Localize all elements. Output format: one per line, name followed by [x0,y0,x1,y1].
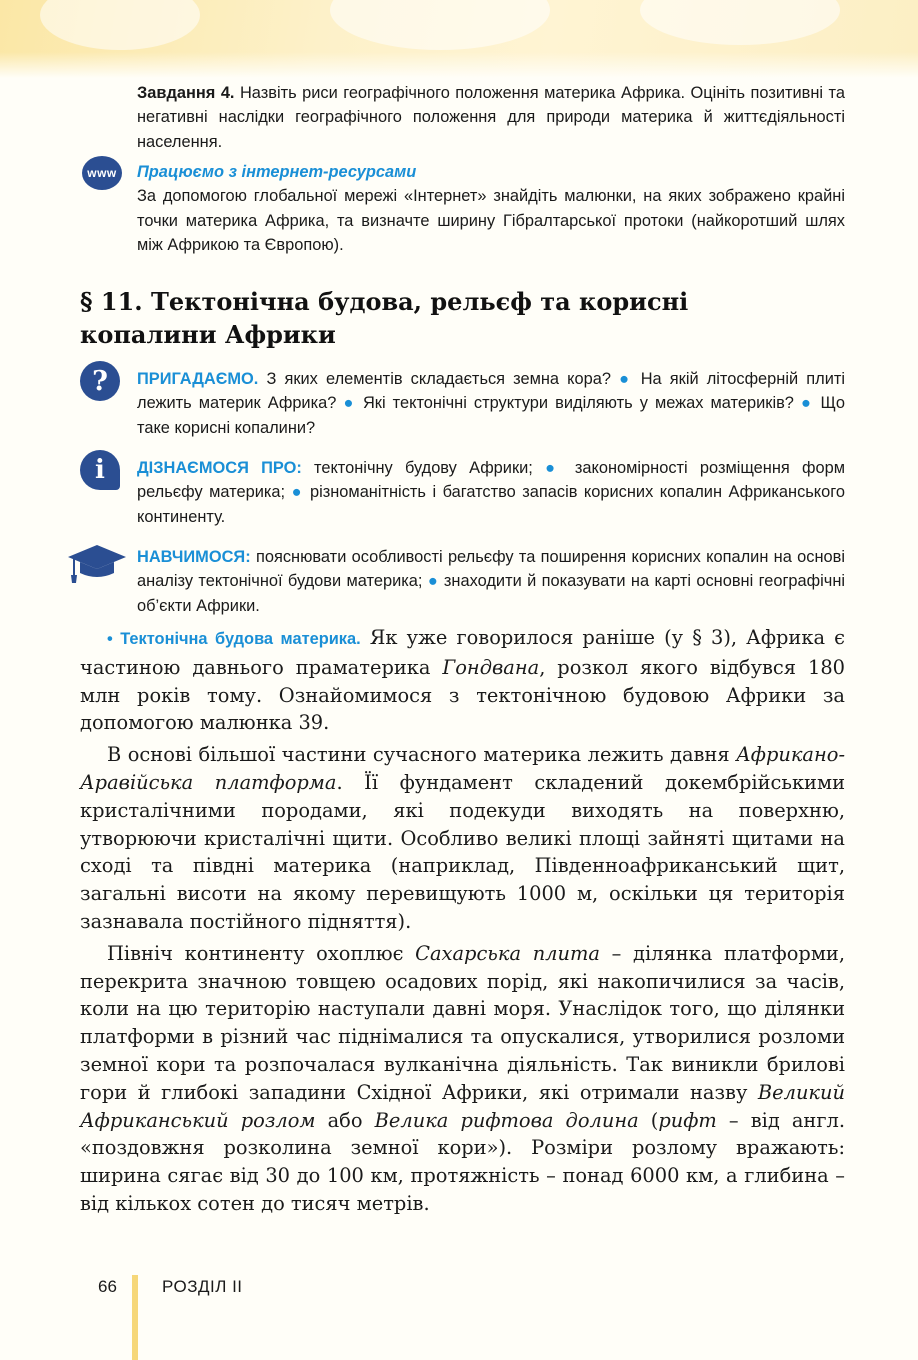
info-icon: i [80,450,120,490]
main-text [80,624,845,1222]
subheading-tectonics: • Тектонічна будова материка. [107,630,361,648]
recall-block: ПРИГАДАЄМО. З яких елементів складається земна кора? ● На якій літосферній плиті лежить материк Африка? ● Які тектонічні структури виділяють у межах материків? ● Що таке корисні копалини? [137,370,845,437]
paragraph-1: • Тектонічна будова материка. Як уже говорилося раніше (у § 3), Африка є частиною давнього праматерика Гондвана, розкол якого відбувся 180 млн років тому. Ознайомимося з тектонічною будовою Африки за допомогою малюнка 39. [80,626,845,735]
paragraph-3: Північ континенту охоплює Сахарська плита – ділянка платформи, перекрита значною товщею осадових порід, які накопичилися за часів, коли на цю територію наступали давні моря. Унаслідок того, що ділянки платформи в різний час піднімалися та опускалися, утворилися розломи земної кори та розпочалася вулканічна діяльність. Так виникли брилові гори й глибокі западини Східної Африки, які отримали назву Великий Африканський розлом або Велика рифтова долина (рифт – від англ. «поздовжня розколина земної кори»). Розміри розлому вражають: ширина сягає від 30 до 100 км, протяжність – понад 6000 км, а глибина – від кількох сотен до тисяч метрів. [80,941,845,1215]
internet-resources-block [137,160,845,257]
task-label: Завдання 4. [137,84,235,102]
skills-label: НАВЧИМОСЯ: [137,548,251,566]
footer-divider [132,1275,138,1360]
internet-resources-title: Працюємо з інтернет-ресурсами [137,163,417,181]
recall-label: ПРИГАДАЄМО. [137,370,259,388]
skills-block: НАВЧИМОСЯ: пояснювати особливості рельєфу та поширення корисних копалин на основі аналізу тектонічної будови материка; ● знаходити й показувати на карті основні географічні об’єкти Африки. [137,548,846,615]
learn-block: ДІЗНАЄМОСЯ ПРО: тектонічну будову Африки; ● закономірності розміщення форм рельєфу материка; ● різноманітність і багатство запасів корисних копалин Африканського континенту. [137,459,846,526]
page-number: 66 [98,1277,117,1296]
header-map-decoration [0,0,918,78]
graduation-cap-icon [66,541,128,585]
www-icon: www [82,156,122,190]
question-icon: ? [80,361,120,401]
task-4 [137,81,845,154]
task-text: Назвіть риси географічного положення материка Африка. Оцініть позитивні та негативні наслідки географічного положення для природи материка й життєдіяльності населення. [137,84,845,151]
section-title: § 11. Тектонічна будова, рельєф та корисні копалини Африки [80,287,689,349]
paragraph-2: В основі більшої частини сучасного материка лежить давня Африкано-Аравійська платформа. Її фундамент складений докембрійськими кристалічними породами, які подекуди виходять на поверхню, утворюючи кристалічні щити. Особливо великі площі зайняті щитами на сході та півдні материка (наприклад, Південноафриканський щит, загальні висоти на якому перевищують 1000 м, оскільки ця територія зазнавала постійного підняття). [80,743,845,933]
internet-resources-text: За допомогою глобальної мережі «Інтернет» знайдіть малюнки, на яких зображено крайні точки материка Африка, та визначте ширину Гібралтарської протоки (найкоротший шлях між Африкою та Європою). [137,187,845,254]
chapter-label: РОЗДІЛ ІІ [162,1277,243,1296]
learn-label: ДІЗНАЄМОСЯ ПРО: [137,459,302,477]
